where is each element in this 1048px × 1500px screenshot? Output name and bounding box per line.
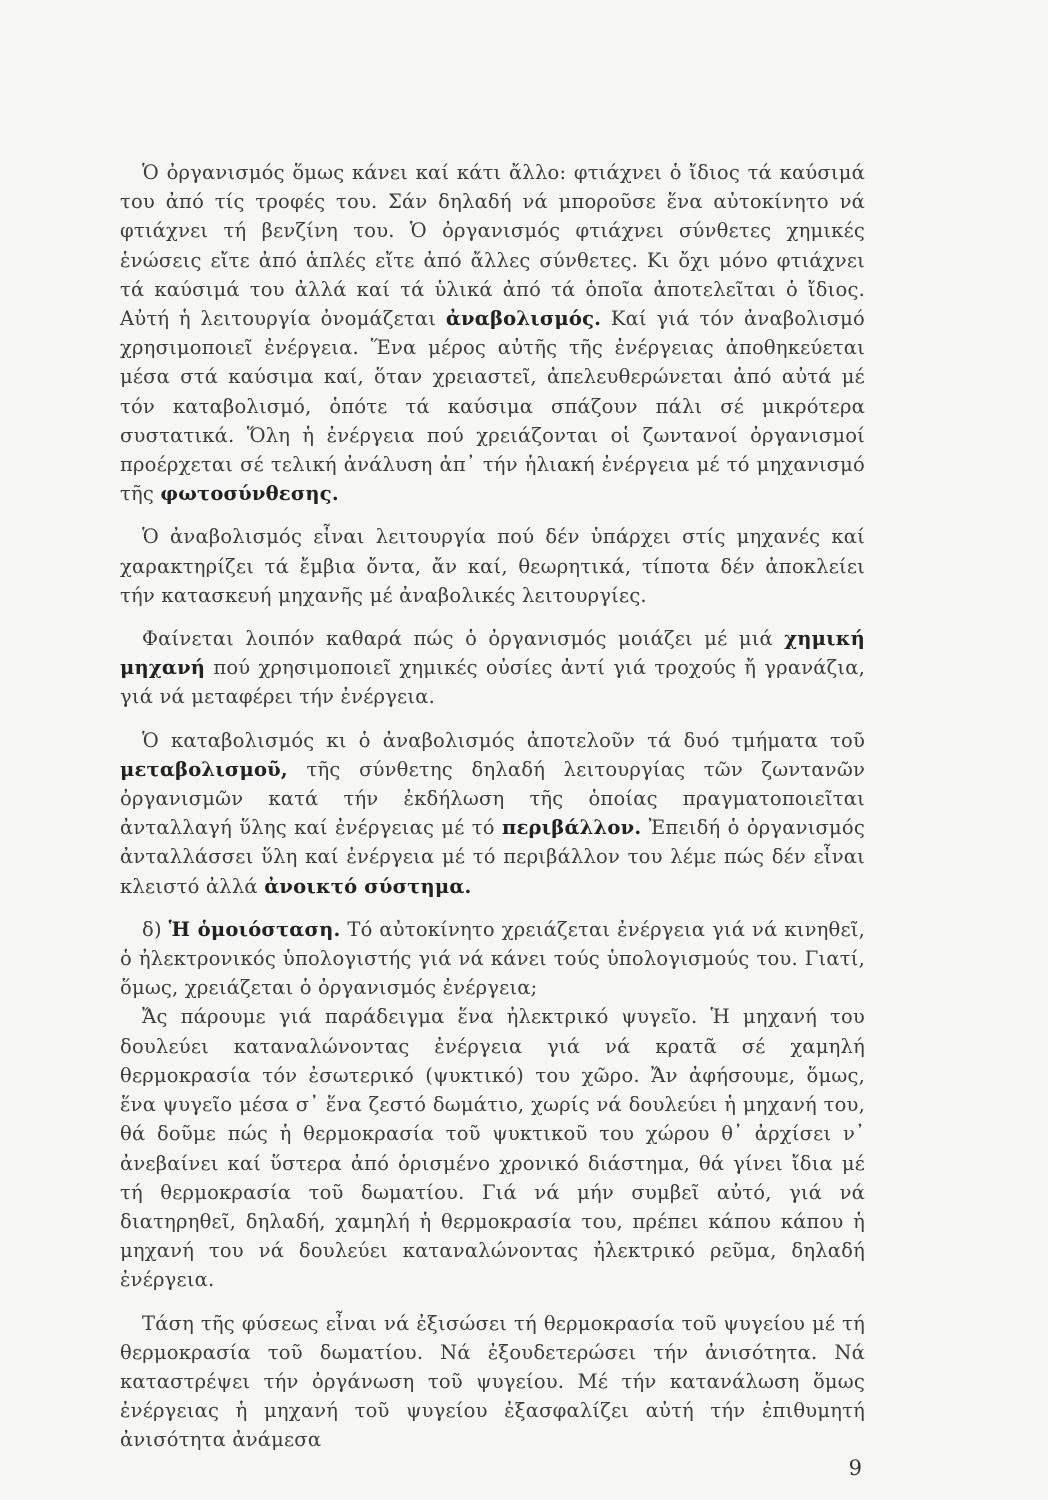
page-body (120, 158, 865, 1469)
text-run: Ὁ ἀναβολισμός εἶναι λειτουργία πού δέν ὑπάρχει στίς μηχανές καί χαρακτηρίζει τά ἔμβια ὄντα, ἄν καί, θεωρητικά, τίποτα δέν ἀποκλείει τήν κατασκευή μηχανῆς μέ ἀναβολικές λειτουργίες. (120, 525, 865, 607)
paragraph-3 (120, 624, 865, 712)
text-run: Ἐπειδή ὁ ὀργανισμός ἀνταλλάσσει ὕλη καί ἐνέργεια μέ τό περιβάλλον του λέμε πώς δέν εἶναι κλειστό ἀλλά (120, 816, 865, 898)
text-run: τῆς σύνθετης δηλαδή λειτουργίας τῶν ζωντανῶν ὀργανισμῶν κατά τήν ἐκδήλωση τῆς ὁποίας πραγματοποιεῖται ἀνταλλαγή ὕλης καί ἐνέργειας μέ τό (120, 757, 865, 840)
term-homeostasis: Ἡ ὁμοιόσταση. (168, 917, 341, 941)
text-run: Ὁ καταβολισμός κι ὁ ἀναβολισμός ἀποτελοῦν τά δυό τμήματα τοῦ (142, 728, 865, 752)
term-environment: περιβάλλον. (501, 816, 642, 840)
term-metabolism: μεταβολισμοῦ, (120, 757, 288, 781)
paragraph-4 (120, 726, 865, 901)
text-run: πού χρησιμοποιεῖ χημικές οὐσίες ἀντί γιά τροχούς ἤ γρανάζια, γιά νά μεταφέρει τήν ἐνέργεια. (120, 656, 865, 709)
term-open-system: ἀνοικτό σύστημα. (264, 874, 472, 898)
text-run: Ἄς πάρουμε γιά παράδειγμα ἕνα ἠλεκτρικό ψυγεῖο. Ἡ μηχανή του δουλεύει καταναλώνοντας ἐνέργεια γιά νά κρατᾶ σέ χαμηλή θερμοκρασία τόν ἐσωτερικό (ψυκτικό) του χῶρο. Ἄν ἀφήσουμε, ὅμως, ἕνα ψυγεῖο μέσα σ᾿ ἕνα ζεστό δωμάτιο, χωρίς νά δουλεύει ἡ μηχανή του, θά δοῦμε πώς ἡ θερμοκρασία τοῦ ψυκτικοῦ του χώρου θ᾿ ἀρχίσει ν᾿ ἀνεβαίνει καί ὕστερα ἀπό ὁρισμένο χρονικό διάστημα, θά γίνει ἴδια μέ τή θερμοκρασία τοῦ δωματίου. Γιά νά μήν συμβεῖ αὐτό, γιά νά διατηρηθεῖ, δηλαδή, χαμηλή ἡ θερμοκρασία του, πρέπει κάπου κάπου ἡ μηχανή του νά δουλεύει καταναλώνοντας ἠλεκτρικό ρεῦμα, δηλαδή ἐνέργεια. (120, 1005, 865, 1292)
term-chemical-machine: χημική μηχανή (120, 627, 865, 680)
term-anabolism: ἀναβολισμός. (445, 307, 602, 331)
text-run: Καί γιά τόν ἀναβολισμό χρησιμοποιεῖ ἐνέργεια. Ἕνα μέρος αὐτῆς τῆς ἐνέργειας ἀποθηκεύεται μέσα στά καύσιμα καί, ὅταν χρειαστεῖ, ἀπελευθερώνεται ἀπό αὐτά μέ τόν καταβολισμό, ὁπότε τά καύσιμα σπάζουν πάλι σέ μικρότερα συστατικά. Ὅλη ἡ ἐνέργεια πού χρειάζονται οἱ ζωντανοί ὀργανισμοί προέρχεται σέ τελική ἀνάλυση ἀπ᾿ τήν ἡλιακή ἐνέργεια μέ τό μηχανισμό τῆς (120, 307, 865, 506)
term-photosynthesis: φωτοσύνθεσης. (160, 482, 339, 506)
paragraph-5-homeostasis (120, 915, 865, 1003)
section-marker: δ) (142, 917, 169, 941)
page-number: 9 (848, 1456, 862, 1480)
text-run: Φαίνεται λοιπόν καθαρά πώς ὁ ὀργανισμός μοιάζει μέ μιά (142, 627, 785, 651)
paragraph-7 (120, 1309, 865, 1455)
paragraph-6 (120, 1002, 865, 1294)
paragraph-2 (120, 522, 865, 610)
text-run: Τό αὐτοκίνητο χρειάζεται ἐνέργεια γιά νά κινηθεῖ, ὁ ἠλεκτρονικός ὑπολογιστής γιά νά κάνει τούς ὑπολογισμούς του. Γιατί, ὅμως, χρειάζεται ὁ ὀργανισμός ἐνέργεια; (120, 917, 866, 1000)
text-run: Τάση τῆς φύσεως εἶναι νά ἐξισώσει τή θερμοκρασία τοῦ ψυγείου μέ τή θερμοκρασία τοῦ δωματίου. Νά ἐξουδετερώσει τήν ἀνισότητα. Νά καταστρέψει τήν ὀργάνωση τοῦ ψυγείου. Μέ τήν κατανάλωση ὅμως ἐνέργειας ἡ μηχανή τοῦ ψυγείου ἐξασφαλίζει αὐτή τήν ἐπιθυμητή ἀνισότητα ἀνάμεσα (120, 1311, 865, 1452)
text-run: Ὁ ὀργανισμός ὅμως κάνει καί κάτι ἄλλο: φτιάχνει ὁ ἴδιος τά καύσιμά του ἀπό τίς τροφές του. Σάν δηλαδή νά μποροῦσε ἕνα αὐτοκίνητο νά φτιάχνει τή βενζίνη του. Ὁ ὀργανισμός φτιάχνει σύνθετες χημικές ἑνώσεις εἴτε ἀπό ἁπλές εἴτε ἀπό ἄλλες σύνθετες. Κι ὄχι μόνο φτιάχνει τά καύσιμά του ἀλλά καί τά ὑλικά ἀπό τά ὁποῖα ἀποτελεῖται ὁ ἴδιος. Αὐτή ἡ λειτουργία ὀνομάζεται (120, 161, 865, 331)
paragraph-1 (120, 158, 865, 508)
